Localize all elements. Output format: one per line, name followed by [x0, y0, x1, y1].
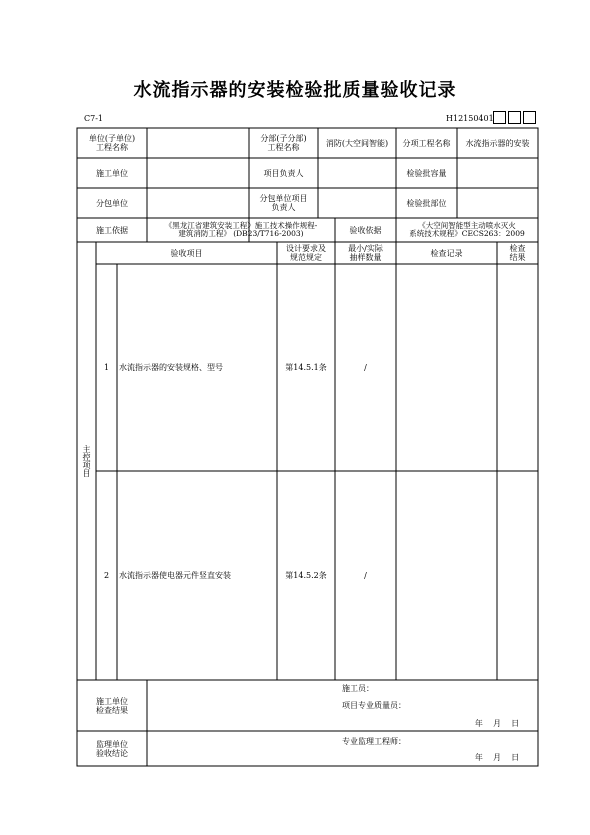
item-result-field[interactable] — [497, 471, 538, 680]
division-name-label: 分部(子分部) 工程名称 — [260, 134, 307, 152]
sub-manager-field[interactable] — [318, 188, 396, 218]
supervision-label: 监理单位 验收结论 — [96, 739, 128, 758]
subitem-name-field[interactable]: 水流指示器的安装 — [465, 138, 530, 148]
item-clause: 第14.5.2条 — [285, 571, 327, 580]
construction-worker-label: 施工员： — [342, 683, 374, 693]
supervising-engineer-label: 专业监理工程师： — [342, 736, 406, 746]
division-name-field[interactable]: 消防(大空间智能) — [325, 138, 389, 148]
project-manager-label: 项目负责人 — [263, 168, 304, 178]
batch-capacity-field[interactable] — [457, 158, 538, 188]
item-sample[interactable]: / — [364, 571, 367, 580]
item-clause: 第14.5.1条 — [285, 363, 327, 372]
batch-location-field[interactable] — [457, 188, 538, 218]
item-number: 2 — [103, 571, 110, 580]
batch-location-label: 检验批部位 — [406, 198, 447, 208]
construction-basis-label: 施工依据 — [96, 225, 128, 235]
item-sample[interactable]: / — [364, 363, 367, 372]
subcontractor-label: 分包单位 — [96, 198, 128, 208]
construction-basis-value: 《黑龙江省建筑安装工程》施工技术操作规程- 建筑消防工程》 (DB23/T716-2003) — [164, 221, 318, 238]
construction-date: 年 月 日 — [474, 718, 520, 728]
item-name: 水流指示器使电器元件竖直安装 — [119, 571, 231, 580]
col-header-record: 检查记录 — [430, 248, 463, 258]
page-title: 水流指示器的安装检验批质量验收记录 — [133, 80, 457, 101]
batch-capacity-label: 检验批容量 — [406, 168, 447, 178]
acceptance-basis-value: 《大空间智能型主动喷水灭火 系统技术规程》CECS263：2009 — [409, 221, 525, 238]
form-number: C7-1 — [84, 114, 104, 123]
item-result-field[interactable] — [497, 264, 538, 471]
col-header-design: 设计要求及 规范规定 — [286, 244, 326, 262]
subitem-name-label: 分项工程名称 — [402, 138, 451, 148]
record-code: H12150401 — [446, 114, 494, 123]
item-name: 水流指示器的安装规格、型号 — [119, 363, 223, 372]
col-header-sample: 最小/实际 抽样数量 — [348, 244, 383, 262]
constructor-label: 施工单位 — [96, 168, 128, 178]
unit-name-label: 单位(子单位) 工程名称 — [88, 134, 136, 152]
item-record-field[interactable] — [396, 264, 497, 471]
item-record-field[interactable] — [396, 471, 497, 680]
main-control-label: 主控项目 — [82, 445, 91, 477]
unit-name-field[interactable] — [147, 128, 249, 158]
sub-manager-label: 分包单位项目 负责人 — [259, 194, 308, 212]
supervision-date: 年 月 日 — [474, 752, 520, 762]
item-number: 1 — [103, 363, 110, 372]
quality-inspector-label: 项目专业质量员： — [342, 700, 406, 710]
constructor-field[interactable] — [147, 158, 249, 188]
construction-check-label: 施工单位 检查结果 — [96, 696, 128, 715]
col-header-item: 验收项目 — [170, 248, 203, 258]
subcontractor-field[interactable] — [147, 188, 249, 218]
project-manager-field[interactable] — [318, 158, 396, 188]
acceptance-basis-label: 验收依据 — [349, 225, 382, 235]
col-header-result: 检查 结果 — [509, 244, 526, 262]
